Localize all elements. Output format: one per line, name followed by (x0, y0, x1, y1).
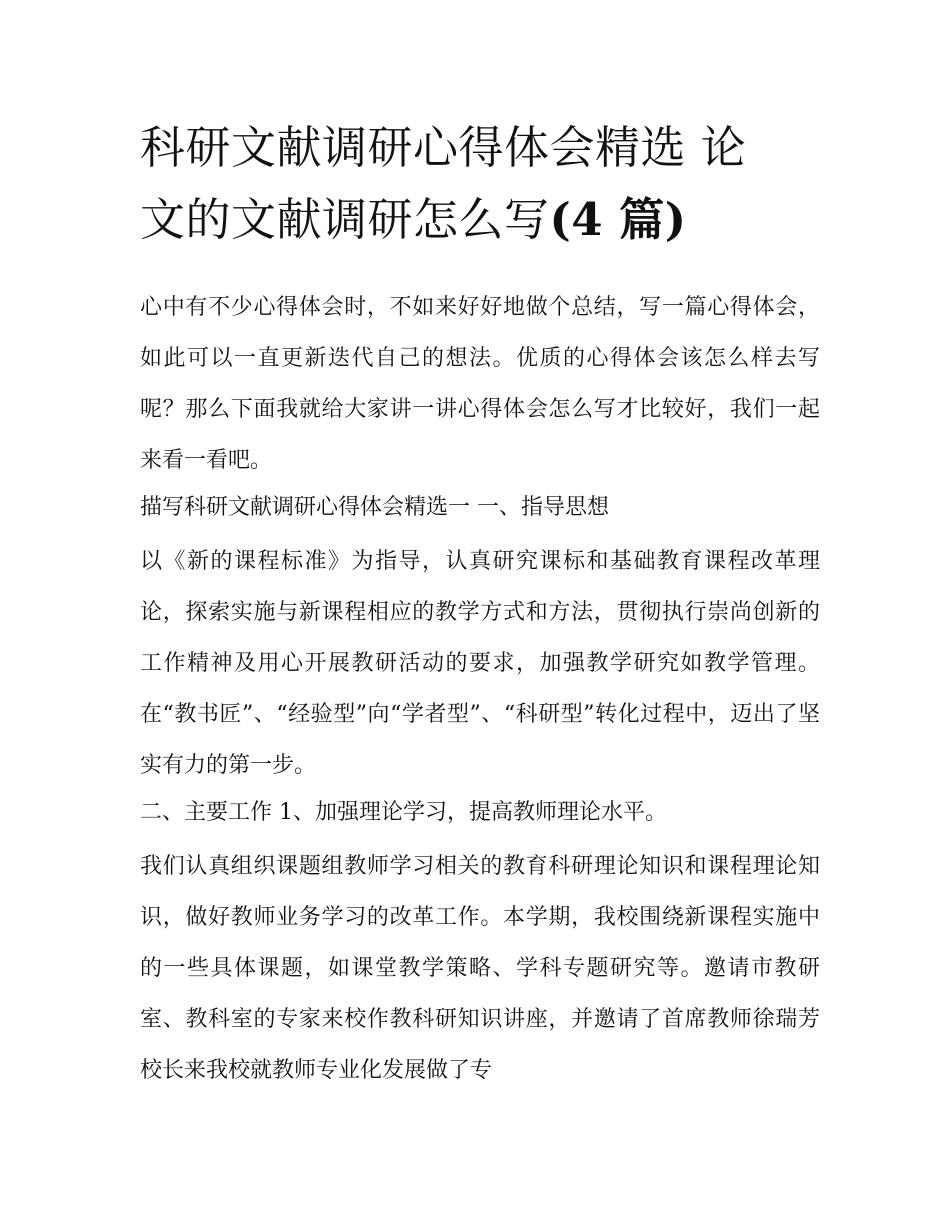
guiding-ideas-paragraph: 以《新的课程标准》为指导，认真研究课标和基础教育课程改革理论，探索实施与新课程相应的教学方式和方法，贯彻执行崇尚创新的工作精神及用心开展教研活动的要求，加强教学研究如教学管理。在“教书匠”、“经验型”向“学者型”、“科研型”转化过程中，迈出了坚实有力的第一步。 (140, 549, 820, 778)
intro-paragraph: 心中有不少心得体会时，不如来好好地做个总结，写一篇心得体会，如此可以一直更新迭代自己的想法。优质的心得体会该怎么样去写呢？那么下面我就给大家讲一讲心得体会怎么写才比较好，我们一起来看一看吧。 (140, 295, 820, 473)
document-title (140, 112, 820, 256)
title-line-2: 文的文献调研怎么写 (140, 193, 550, 246)
title-line-1: 科研文献调研心得体会精选 论 (140, 121, 747, 174)
title-count: (4 篇) (549, 193, 687, 246)
document-body (140, 282, 820, 1096)
main-work-paragraph: 我们认真组织课题组教师学习相关的教育科研理论知识和课程理论知识，做好教师业务学习的改革工作。本学期，我校围绕新课程实施中的一些具体课题，如课堂教学策略、学科专题研究等。邀请市教研室、教科室的专家来校作教科研知识讲座，并邀请了首席教师徐瑞芳校长来我校就教师专业化发展做了专 (140, 854, 820, 1083)
section-heading-main-work: 二、主要工作 1、加强理论学习，提高教师理论水平。 (140, 800, 667, 825)
section-heading-guiding-ideas: 描写科研文献调研心得体会精选一 一、指导思想 (140, 495, 609, 520)
